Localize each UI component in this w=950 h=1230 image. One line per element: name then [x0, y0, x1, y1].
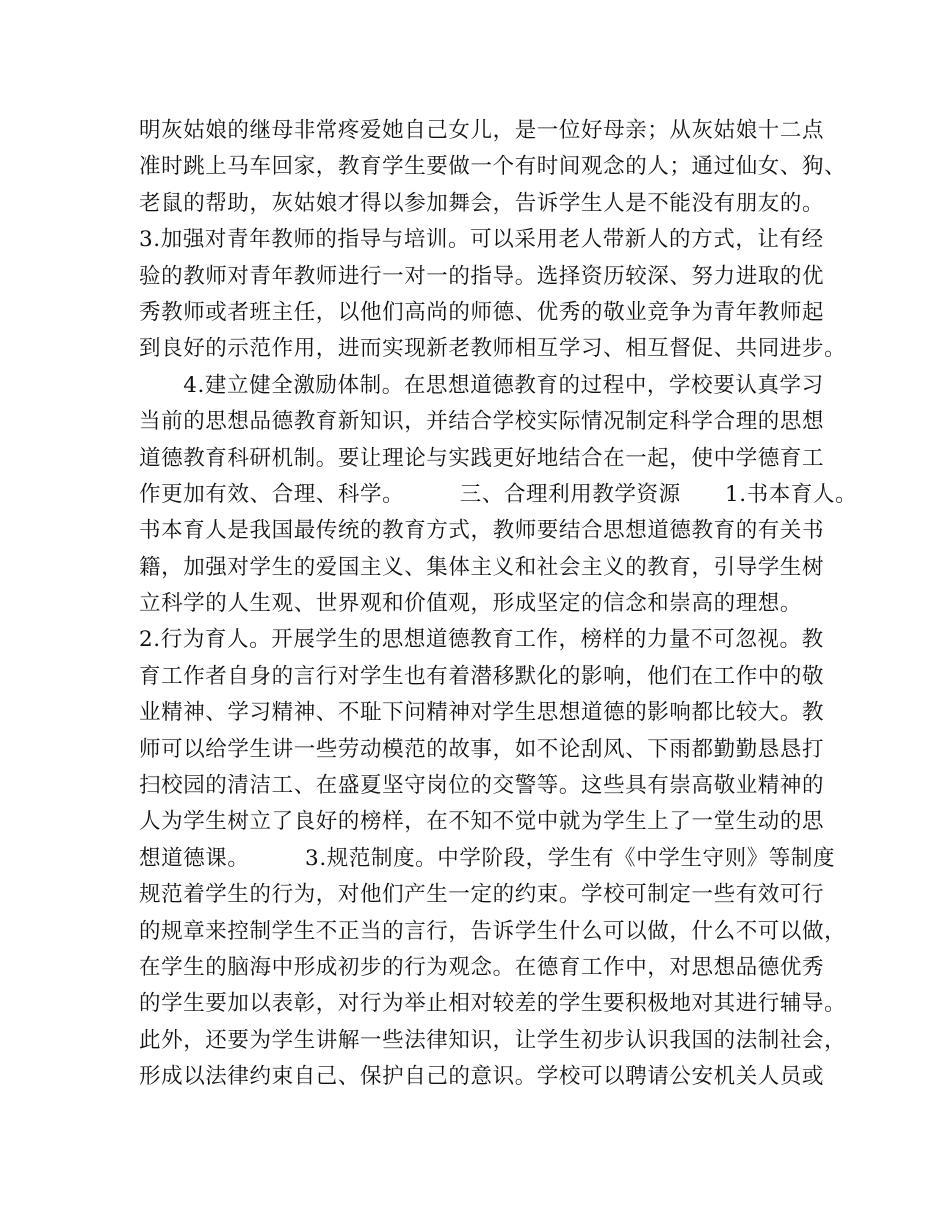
- text-line: 书本育人是我国最传统的教育方式，教师要结合思想道德教育的有关书: [139, 518, 825, 544]
- text-line: 的学生要加以表彰，对行为举止相对较差的学生要积极地对其进行辅导。: [139, 991, 847, 1017]
- text-line: 扫校园的清洁工、在盛夏坚守岗位的交警等。这些具有崇高敬业精神的: [139, 773, 825, 799]
- text-line: 此外，还要为学生讲解一些法律知识，让学生初步认识我国的法制社会，: [139, 1027, 847, 1053]
- text-line: 规范着学生的行为，对他们产生一定的约束。学校可制定一些有效可行: [139, 882, 825, 908]
- text-line: 到良好的示范作用，进而实现新老教师相互学习、相互督促、共同进步。: [139, 336, 847, 362]
- text-line: 老鼠的帮助，灰姑娘才得以参加舞会，告诉学生人是不能没有朋友的。: [139, 190, 825, 216]
- text-line: 在学生的脑海中形成初步的行为观念。在德育工作中，对思想品德优秀: [139, 954, 825, 980]
- text-line: 立科学的人生观、世界观和价值观，形成坚定的信念和崇高的理想。: [139, 591, 803, 617]
- text-line: 2.行为育人。开展学生的思想道德教育工作，榜样的力量不可忽视。教: [139, 627, 824, 653]
- text-line: 师可以给学生讲一些劳动模范的故事，如不论刮风、下雨都勤勤恳恳打: [139, 736, 825, 762]
- text-line: 籍，加强对学生的爱国主义、集体主义和社会主义的教育，引导学生树: [139, 554, 825, 580]
- text-line: 准时跳上马车回家，教育学生要做一个有时间观念的人；通过仙女、狗、: [139, 154, 847, 180]
- text-line: 4.建立健全激励体制。在思想道德教育的过程中，学校要认真学习: [139, 372, 824, 398]
- text-line: 3.加强对青年教师的指导与培训。可以采用老人带新人的方式，让有经: [139, 227, 824, 253]
- text-line: 秀教师或者班主任，以他们高尚的师德、优秀的敬业竞争为青年教师起: [139, 299, 825, 325]
- text-line: 的规章来控制学生不正当的言行，告诉学生什么可以做，什么不可以做，: [139, 918, 847, 944]
- text-line: 想道德课。 3.规范制度。中学阶段，学生有《中学生守则》等制度: [139, 845, 836, 871]
- body-text: [139, 113, 858, 1096]
- text-line: 道德教育科研机制。要让理论与实践更好地结合在一起，使中学德育工: [139, 445, 825, 471]
- text-line: 人为学生树立了良好的榜样，在不知不觉中就为学生上了一堂生动的思: [139, 809, 825, 835]
- text-line: 验的教师对青年教师进行一对一的指导。选择资历较深、努力进取的优: [139, 263, 825, 289]
- text-line: 形成以法律约束自己、保护自己的意识。学校可以聘请公安机关人员或: [139, 1064, 825, 1090]
- text-line: 作更加有效、合理、科学。 三、合理利用教学资源 1.书本育人。: [139, 481, 858, 507]
- text-line: 育工作者自身的言行对学生也有着潜移默化的影响，他们在工作中的敬: [139, 663, 825, 689]
- text-line: 业精神、学习精神、不耻下问精神对学生思想道德的影响都比较大。教: [139, 700, 825, 726]
- text-line: 当前的思想品德教育新知识，并结合学校实际情况制定科学合理的思想: [139, 409, 825, 435]
- text-line: 明灰姑娘的继母非常疼爱她自己女儿，是一位好母亲；从灰姑娘十二点: [139, 118, 825, 143]
